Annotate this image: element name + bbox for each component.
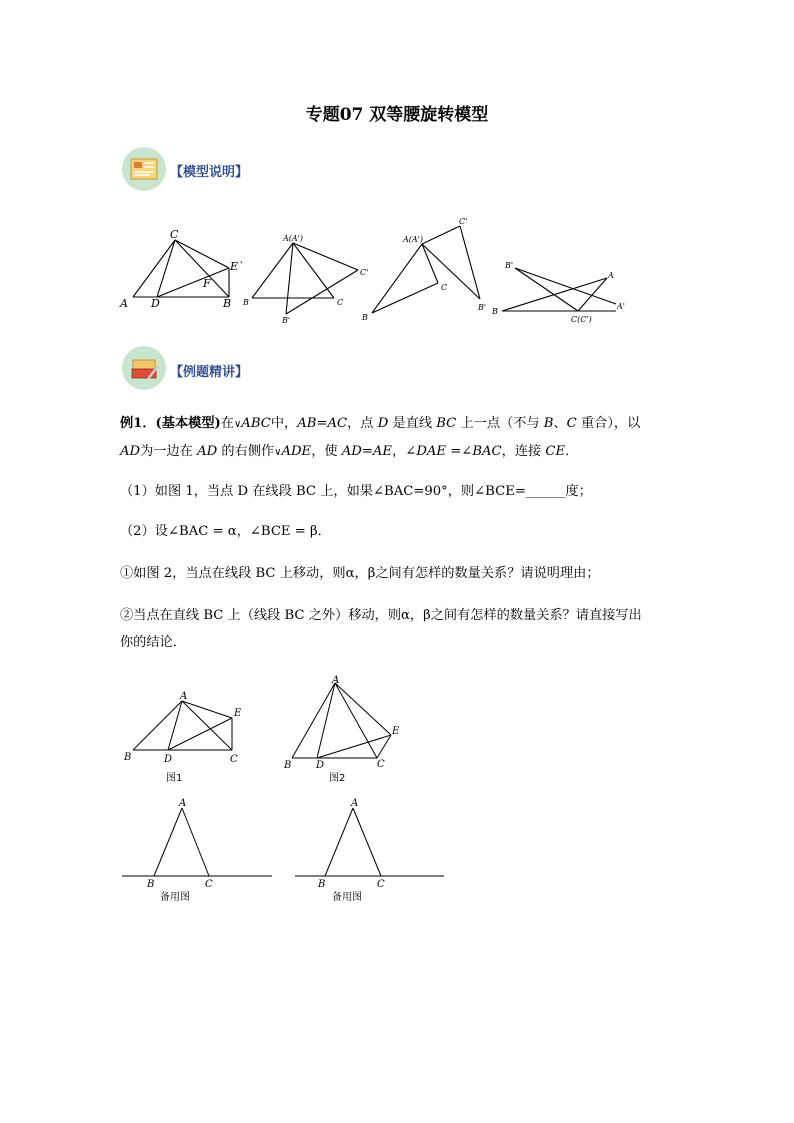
question-2b-line-2: 你的结论． — [120, 635, 186, 650]
fig1-label-B: B — [223, 297, 232, 310]
fig3-label-A: A(A') — [403, 235, 423, 244]
fig4-label-Bp: B' — [505, 261, 514, 270]
text-seg: AD — [120, 444, 141, 459]
problem-statement — [120, 410, 690, 466]
spare1-caption: 备用图 — [160, 892, 190, 903]
text-seg: 上一点（不与 — [456, 416, 544, 431]
triangle-symbol: ∨ — [233, 419, 242, 430]
fig1b-label-A: A — [180, 691, 188, 702]
text-seg: ，连接 — [501, 444, 546, 459]
text-seg: 的右侧作 — [217, 444, 275, 459]
problem-line-2 — [120, 438, 690, 466]
fig2b-label-B: B — [284, 760, 292, 771]
fig1b-label-D: D — [164, 754, 173, 765]
text-seg: 是直线 — [388, 416, 437, 431]
fig2b-label-A: A — [332, 675, 340, 686]
text-seg: ，点 — [347, 416, 378, 431]
text-seg: 中， — [270, 416, 298, 431]
fig2b-label-D: D — [316, 760, 325, 771]
spare2-label-B: B — [318, 879, 326, 890]
text-seg: ADE — [281, 444, 312, 459]
fig3-label-Bp: B' — [478, 303, 487, 312]
fig1-label-D: D — [151, 297, 160, 310]
text-seg: C — [566, 416, 577, 431]
top-figures — [0, 210, 794, 330]
fig2-label-C: C — [337, 298, 344, 307]
text-seg: =∠ — [446, 444, 473, 459]
fig2b-label-E: E — [392, 726, 400, 737]
text-seg: BAC — [472, 444, 502, 459]
question-2a: ①如图 2，当点在线段 BC 上移动，则α，β之间有怎样的数量关系？请说明理由； — [120, 566, 600, 581]
fig4-label-C: C(C') — [571, 315, 592, 324]
bottom-figures — [0, 670, 794, 910]
fig1-label-F: F — [203, 277, 211, 290]
text-seg: 在 — [220, 416, 234, 431]
section-example-label: 【例题精讲】 — [170, 365, 249, 380]
fig1b-caption: 图1 — [166, 773, 183, 784]
text-seg: AD — [197, 444, 218, 459]
fig1b-label-E: E — [234, 708, 242, 719]
fig3-label-B: B — [362, 313, 368, 322]
fig1-label-E: E — [230, 260, 239, 273]
spare1-label-B: B — [147, 879, 155, 890]
problem-line-1 — [120, 410, 690, 438]
text-seg: ，使 — [311, 444, 342, 459]
fig2-label-A: A(A') — [283, 234, 303, 243]
spare1-label-A: A — [179, 798, 187, 809]
section-example-icon — [122, 346, 166, 390]
fig1b-label-C: C — [230, 754, 238, 765]
spare2-label-A: A — [351, 798, 359, 809]
question-2b-line-1: ②当点在直线 BC 上（线段 BC 之外）移动，则α，β之间有怎样的数量关系？请直接写出 — [120, 608, 642, 623]
text-seg: ，∠ — [392, 444, 417, 459]
spare2-label-C: C — [377, 879, 385, 890]
example-heading: 例1．(基本模型) — [120, 416, 221, 431]
text-seg: 、 — [553, 416, 567, 431]
text-seg: DAE — [416, 444, 447, 459]
fig1-label-A: A — [120, 297, 128, 310]
triangle-symbol: ∨ — [274, 447, 282, 458]
text-seg: BC — [436, 416, 457, 431]
fig1b-label-B: B — [124, 752, 132, 763]
fig3-label-C: C — [441, 283, 448, 292]
text-seg: AB=AC — [297, 416, 348, 431]
fig4-label-A: A — [608, 271, 614, 280]
fig3-label-Cp: C' — [459, 217, 468, 226]
text-seg: 为一边在 — [140, 444, 198, 459]
question-1: （1）如图 1，当点 D 在线段 BC 上，如果∠BAC=90°，则∠BCE=______度； — [120, 484, 592, 499]
fig4-label-Ap: A' — [617, 302, 625, 311]
text-seg: CE — [545, 444, 566, 459]
text-seg: ． — [565, 444, 579, 459]
fig2-label-Bp: B' — [282, 316, 291, 325]
fig2-label-B: B — [243, 298, 249, 307]
text-seg: B — [543, 416, 554, 431]
question-2: （2）设∠BAC = α，∠BCE = β． — [120, 524, 331, 539]
fig2b-label-C: C — [377, 759, 385, 770]
text-seg: D — [377, 416, 389, 431]
section-model-icon — [122, 147, 166, 191]
fig2b-caption: 图2 — [329, 773, 346, 784]
text-seg: ABC — [241, 416, 271, 431]
fig2-label-Cp: C' — [360, 268, 369, 277]
text-seg: AD=AE — [341, 444, 393, 459]
fig1-label-C: C — [170, 228, 179, 241]
text-seg: 重合），以 — [576, 416, 641, 431]
fig4-label-B: B — [492, 307, 498, 316]
fig1-label-prime: ' — [240, 261, 243, 271]
spare1-label-C: C — [205, 879, 213, 890]
page-title: 专题07 双等腰旋转模型 — [305, 105, 489, 125]
section-model-label: 【模型说明】 — [170, 165, 249, 180]
spare2-caption: 备用图 — [332, 892, 362, 903]
